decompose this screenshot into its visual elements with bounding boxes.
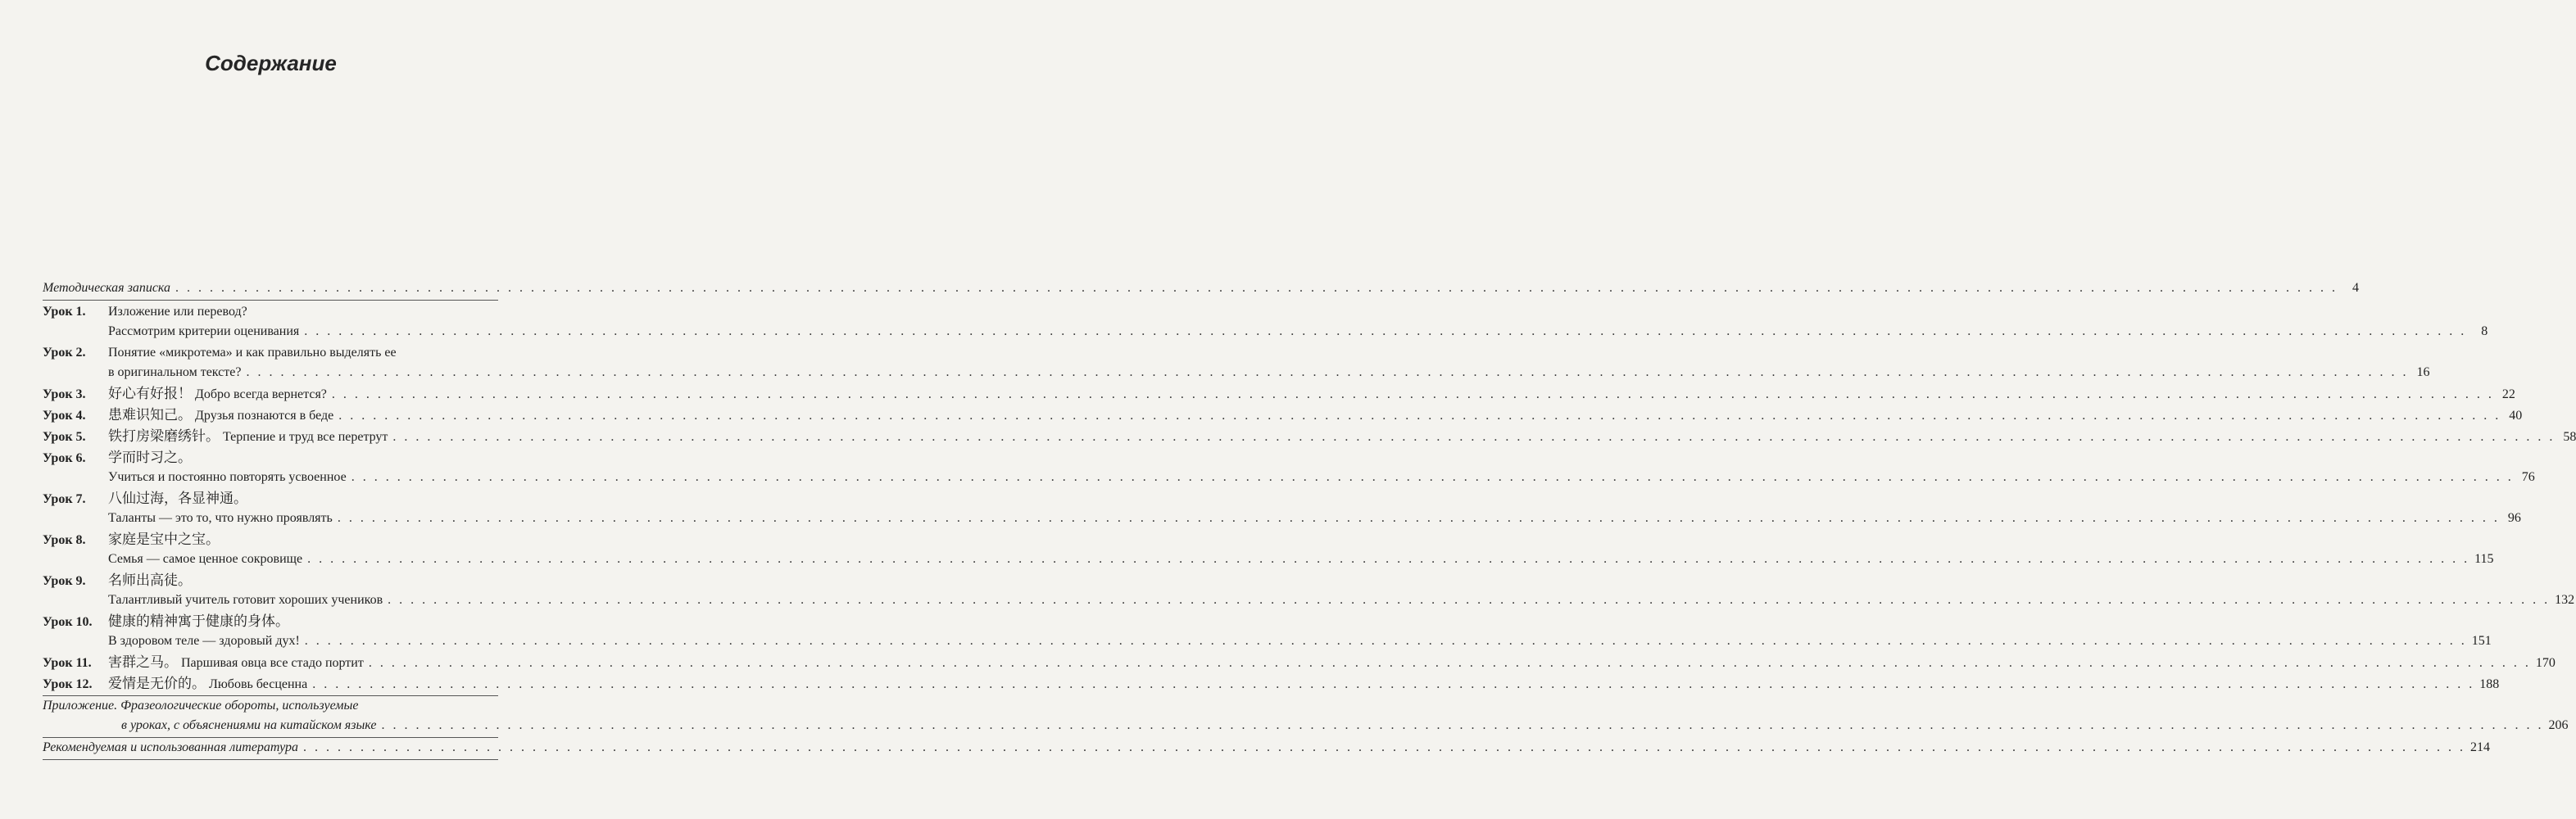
appendix-subtitle: в уроках, с объяснениями на китайском языке [121, 718, 377, 732]
toc-entry-lesson-2[interactable] [43, 343, 498, 363]
leader-dots [307, 550, 2469, 569]
lesson-label: Урок 10. [43, 615, 93, 629]
lesson-label: Урок 1. [43, 305, 86, 319]
lesson-title: Изложение или перевод? [108, 305, 247, 319]
table-of-contents [43, 278, 2576, 760]
lesson-title-russian: Любовь бесценна [209, 677, 308, 691]
lesson-title-russian: Паршивая овца все стадо портит [181, 656, 364, 670]
lesson-title-chinese: 学而时习之。 [108, 450, 192, 466]
lesson-subtitle: Рассмотрим критерии оценивания [108, 324, 300, 338]
page-number: 76 [2521, 470, 2535, 484]
leader-dots [351, 468, 2514, 487]
lesson-title-chinese: 名师出高徒。 [108, 572, 192, 589]
lesson-label: Урок 7. [43, 492, 86, 506]
toc-entry-lesson-9-cont[interactable] [43, 590, 2575, 610]
lesson-title-chinese: 家庭是宝中之宝。 [108, 532, 220, 548]
page-number: 132 [2555, 593, 2575, 607]
lesson-title-chinese: 健康的精神寓于健康的身体。 [108, 613, 289, 630]
appendix-title: Приложение. Фразеологические обороты, используемые [43, 699, 359, 713]
toc-entry-lesson-7[interactable] [43, 489, 498, 509]
toc-entry-lesson-7-cont[interactable] [43, 509, 2521, 528]
lesson-label: Урок 8. [43, 533, 86, 547]
page-number: 188 [2479, 677, 2500, 691]
leader-dots [332, 385, 2494, 405]
leader-dots [312, 675, 2474, 695]
page-number: 58 [2563, 430, 2576, 444]
leader-dots [303, 738, 2465, 758]
leader-dots [338, 406, 2501, 426]
toc-entry-appendix-cont[interactable] [43, 716, 2569, 735]
leader-dots [388, 590, 2550, 610]
lesson-title-russian: Таланты — это то, что нужно проявлять [108, 511, 333, 525]
lesson-title-chinese: 好心有好报！ [108, 386, 192, 402]
leader-dots [305, 631, 2467, 651]
page-number: 4 [2352, 281, 2360, 295]
lesson-title-russian: В здоровом теле — здоровый дух! [108, 634, 300, 648]
toc-entry-lesson-12[interactable] [43, 674, 2500, 694]
leader-dots [392, 428, 2555, 447]
toc-entry-lesson-3[interactable] [43, 384, 2515, 404]
page-number: 206 [2548, 718, 2569, 732]
lesson-title-russian: Добро всегда вернется? [195, 387, 327, 401]
toc-entry-text: Методическая записка [43, 281, 171, 295]
divider [43, 759, 498, 760]
lesson-title-russian: Талантливый учитель готовит хороших учеников [108, 593, 383, 607]
lesson-label: Урок 11. [43, 656, 92, 670]
toc-entry-lesson-1[interactable] [43, 302, 498, 322]
toc-entry-lesson-6[interactable] [43, 448, 498, 468]
lesson-label: Урок 12. [43, 677, 93, 691]
leader-dots [175, 278, 2338, 298]
toc-entry-lesson-6-cont[interactable] [43, 468, 2535, 487]
page-number: 8 [2481, 324, 2488, 338]
literature-title: Рекомендуемая и использованная литература [43, 740, 298, 754]
toc-entry-lesson-5[interactable] [43, 427, 2576, 446]
leader-dots [338, 509, 2500, 528]
toc-entry-lesson-10-cont[interactable] [43, 631, 2492, 651]
lesson-label: Урок 2. [43, 346, 86, 360]
toc-entry-lesson-1-cont[interactable] [43, 322, 2488, 342]
lesson-title-chinese: 爱情是无价的。 [108, 676, 206, 692]
toc-entry-lesson-8[interactable] [43, 530, 498, 550]
leader-dots [304, 322, 2466, 342]
page-number: 96 [2507, 511, 2521, 525]
lesson-label: Урок 5. [43, 430, 86, 444]
lesson-title-russian: Терпение и труд все перетрут [223, 430, 388, 444]
page-number: 170 [2535, 656, 2556, 670]
toc-entry-lesson-10[interactable] [43, 612, 498, 631]
toc-entry-lesson-8-cont[interactable] [43, 550, 2494, 569]
toc-entry-lesson-9[interactable] [43, 571, 498, 590]
lesson-title: Понятие «микротема» и как правильно выделять ее [108, 346, 397, 360]
toc-entry-lesson-11[interactable] [43, 653, 2556, 672]
page-number: 151 [2471, 634, 2492, 648]
leader-dots [381, 716, 2543, 735]
lesson-label: Урок 6. [43, 451, 86, 465]
lesson-title-russian: Учиться и постоянно повторять усвоенное [108, 470, 347, 484]
lesson-title-chinese: 患难识知己。 [108, 407, 192, 423]
lesson-title-chinese: 害群之马。 [108, 654, 178, 671]
lesson-title-russian: Друзья познаются в беде [195, 409, 334, 423]
lesson-subtitle: в оригинальном тексте? [108, 365, 242, 379]
lesson-title-russian: Семья — самое ценное сокровище [108, 552, 303, 566]
page-number: 115 [2474, 552, 2494, 566]
lesson-title-chinese: 八仙过海，各显神通。 [108, 491, 247, 507]
leader-dots [369, 654, 2531, 673]
toc-entry-intro[interactable] [43, 278, 2360, 298]
lesson-label: Урок 9. [43, 574, 86, 588]
page-number: 214 [2469, 740, 2490, 754]
toc-entry-lesson-2-cont[interactable] [43, 363, 2430, 382]
toc-entry-appendix[interactable] [43, 696, 498, 716]
toc-entry-literature[interactable] [43, 738, 2490, 758]
lesson-label: Урок 3. [43, 387, 86, 401]
leader-dots [246, 363, 2408, 382]
toc-entry-lesson-4[interactable] [43, 405, 2523, 425]
page-number: 40 [2509, 409, 2523, 423]
page-number: 16 [2416, 365, 2430, 379]
lesson-title-chinese: 铁打房梁磨绣针。 [108, 428, 220, 445]
lesson-label: Урок 4. [43, 409, 86, 423]
page-number: 22 [2501, 387, 2515, 401]
page-title: Содержание [205, 51, 337, 75]
